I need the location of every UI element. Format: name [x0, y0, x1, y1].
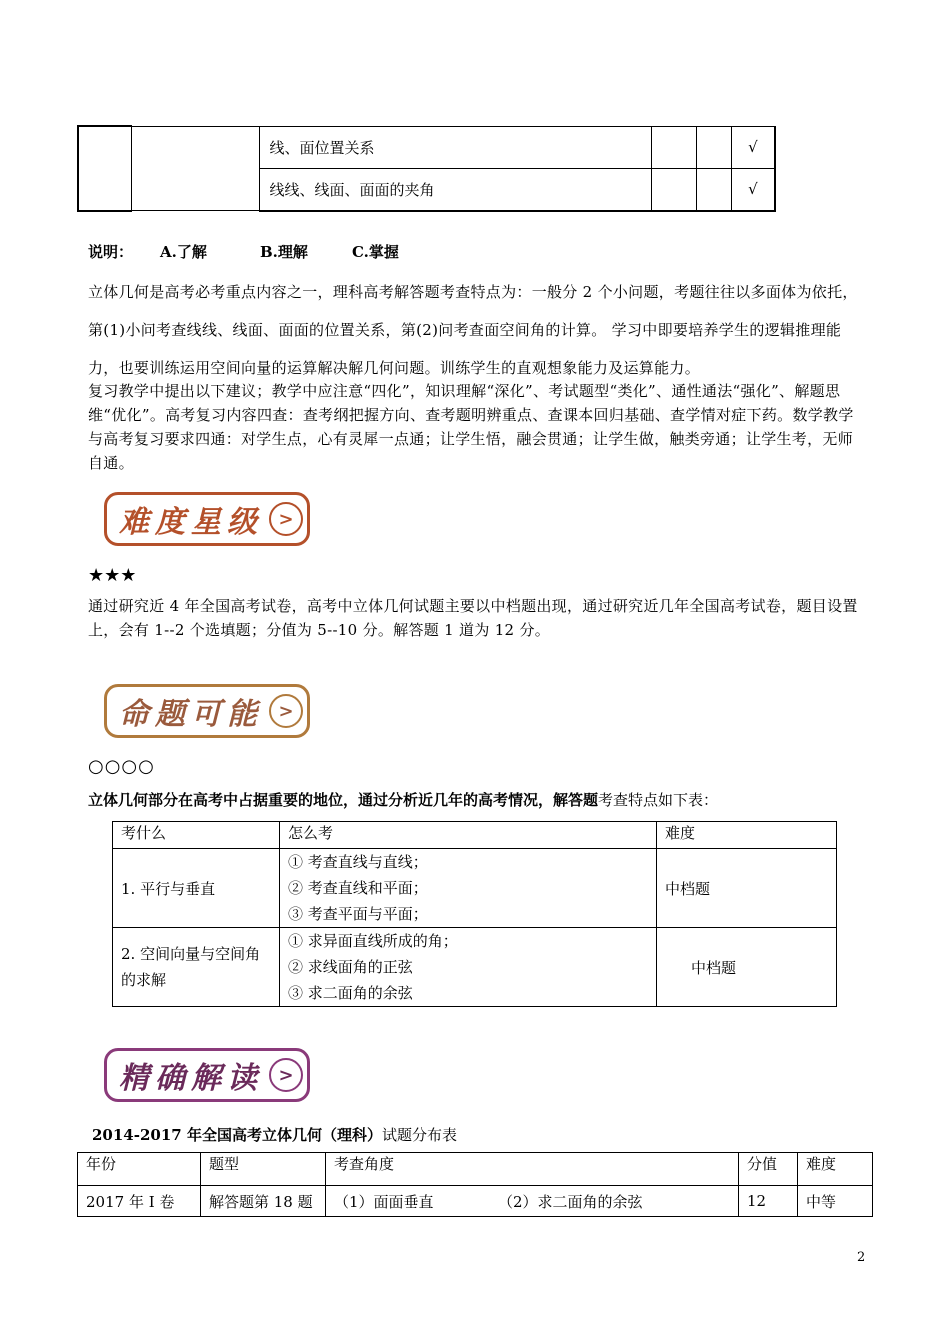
distribution-title: 2014-2017 年全国高考立体几何（理科）试题分布表	[92, 1126, 457, 1144]
chevron-right-icon: >	[269, 694, 303, 728]
table-header-row: 年份 题型 考查角度 分值 难度	[78, 1153, 873, 1186]
star-rating: ★★★	[88, 565, 137, 586]
intro-paragraph: 立体几何是高考必考重点内容之一，理科高考解答题考查特点为：一般分 2 个小问题，考题往往以多面体为依托，第(1)小问考查线线、线面、面面的位置关系，第(2)问考查面空间角的计算。 学习中即要培养学生的逻辑推理能力，也要训练运用空间向量的运算解决解几何问题。训练学生的直观想象能力及运算能力。	[88, 283, 858, 377]
table-row: 1. 平行与垂直 ① 考查直线与直线； ② 考查直线和平面； ③ 考查平面与平面； 中档题	[113, 849, 837, 928]
circle-rating: ○○○○	[88, 756, 155, 777]
difficulty-badge: 难度星级 >	[104, 492, 310, 546]
table-cell: 线线、线面、面面的夹角	[259, 168, 651, 211]
table-row	[78, 126, 775, 168]
possibility-badge: 命题可能 >	[104, 684, 310, 738]
exam-features-table	[112, 821, 837, 1007]
distribution-table	[77, 1152, 873, 1217]
chevron-right-icon: >	[269, 1058, 303, 1092]
legend: 说明： A.了解 B.理解 C.掌握	[88, 243, 399, 261]
table-row: 2. 空间向量与空间角的求解 ① 求异面直线所成的角； ② 求线面角的正弦 ③ 求二面角的余弦 中档题	[113, 928, 837, 1007]
possibility-lead: 立体几何部分在高考中占据重要的地位，通过分析近几年的高考情况，解答题考查特点如下表：	[88, 791, 719, 809]
check-mark: √	[731, 168, 775, 211]
top-table	[77, 125, 776, 212]
analysis-badge: 精确解读 >	[104, 1048, 310, 1102]
difficulty-text: 通过研究近 4 年全国高考试卷，高考中立体几何试题主要以中档题出现，通过研究近几年全国高考试卷，题目设置上，会有 1--2 个选填题；分值为 5--10 分。解答题 1 道为 12 分。	[88, 597, 858, 639]
check-mark: √	[731, 126, 775, 168]
page-number: 2	[857, 1250, 866, 1265]
table-cell: 线、面位置关系	[259, 126, 651, 168]
table-row: 2017 年 I 卷 解答题第 18 题 （1）面面垂直 （2）求二面角的余弦 12 中等	[78, 1186, 873, 1217]
intro-paragraph-2: 复习教学中提出以下建议；教学中应注意“四化”，知识理解“深化”、考试题型“类化”、通性通法“强化”、解题思维“优化”。高考复习内容四查：查考纲把握方向、查考题明辨重点、查课本回归基础、查学情对症下药。数学教学与高考复习要求四通：对学生点，心有灵犀一点通；让学生悟，融会贯通；让学生做，触类旁通；让学生考，无师自通。	[88, 382, 854, 472]
chevron-right-icon: >	[269, 502, 303, 536]
table-header-row: 考什么 怎么考 难度	[113, 822, 837, 849]
